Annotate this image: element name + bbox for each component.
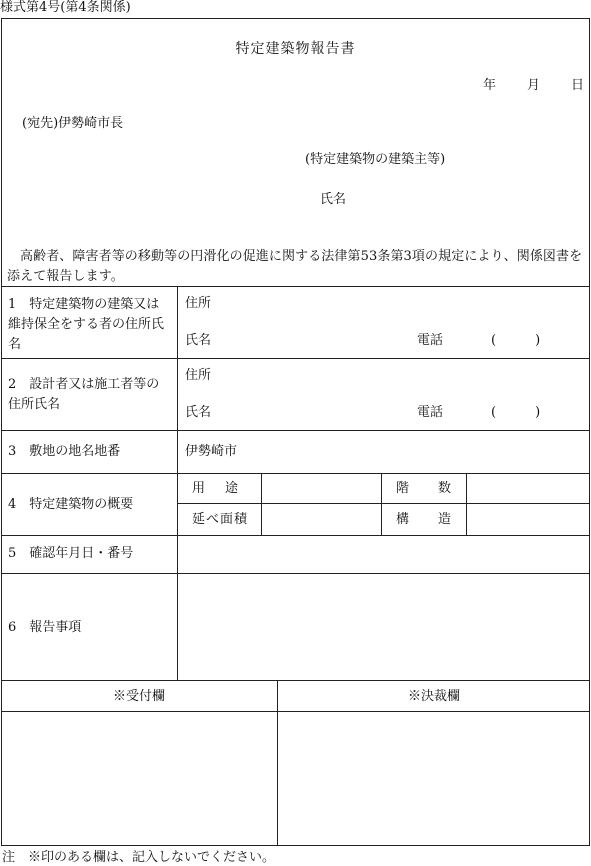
row2-name-label: 氏名 — [185, 405, 212, 420]
row4-label: 4 特定建築物の概要 — [8, 497, 134, 512]
row2-phone-field[interactable]: ( ) — [491, 405, 541, 420]
intro-paragraph: 高齢者、障害者等の移動等の円滑化の促進に関する法律第53条第3項の規定により、関係図書を添えて報告します。 — [7, 249, 583, 284]
row1-label: 1 特定建築物の建築又は維持保全をする者の住所氏名 — [8, 297, 165, 352]
report-items-field[interactable] — [178, 574, 589, 680]
floor-area-label: 延べ面積 — [192, 512, 249, 527]
date-year-label: 年 — [483, 78, 497, 93]
structure-field[interactable] — [467, 504, 589, 535]
floors-field[interactable] — [467, 474, 589, 503]
row3-label: 3 敷地の地名地番 — [8, 444, 121, 459]
owner-name-label: 氏名 — [320, 192, 347, 207]
row1-address-label: 住所 — [185, 296, 212, 311]
decision-box — [278, 712, 589, 845]
row5-label: 5 確認年月日・番号 — [8, 546, 134, 561]
row2-address-label: 住所 — [185, 368, 212, 383]
use-label: 用途 — [192, 481, 259, 496]
footnote: 注 ※印のある欄は、記入しないでください。 — [2, 850, 276, 865]
floor-area-field[interactable] — [262, 504, 380, 535]
receipt-box — [2, 712, 277, 845]
row2-phone-label: 電話 — [417, 405, 444, 420]
use-field[interactable] — [262, 474, 380, 503]
date-month-label: 月 — [527, 78, 541, 93]
row1-bottom-line — [1, 358, 590, 359]
floors-label: 階数 — [396, 481, 481, 496]
confirmation-field[interactable] — [178, 536, 589, 573]
receipt-header: ※受付欄 — [112, 689, 165, 704]
structure-label: 構造 — [396, 512, 481, 527]
document-title: 特定建築物報告書 — [235, 41, 356, 57]
row1-phone-field[interactable]: ( ) — [491, 333, 541, 348]
row2-bottom-line — [1, 430, 590, 431]
row2-label: 2 設計者又は施工者等の住所氏名 — [8, 377, 160, 412]
row1-name-label: 氏名 — [185, 333, 212, 348]
addressee: (宛先)伊勢崎市長 — [22, 116, 124, 131]
decision-header: ※決裁欄 — [407, 689, 460, 704]
row4-col-b-divider — [381, 473, 382, 535]
row6-bottom-line — [1, 680, 590, 681]
date-day-label: 日 — [571, 78, 585, 93]
form-label: 様式第4号(第4条関係) — [0, 0, 131, 15]
site-address-value[interactable]: 伊勢崎市 — [185, 444, 238, 459]
row1-phone-label: 電話 — [417, 333, 444, 348]
owner-caption: (特定建築物の建築主等) — [305, 152, 446, 167]
table-top-line — [1, 286, 590, 287]
row6-label: 6 報告事項 — [8, 620, 82, 635]
